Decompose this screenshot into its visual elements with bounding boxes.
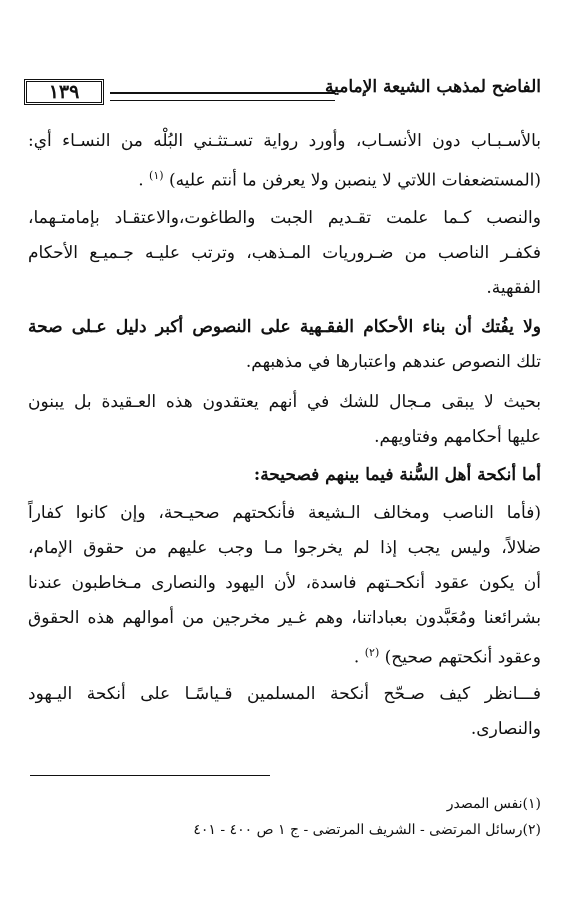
section-heading: أما أنكحة أهل السُّنة فيما بينهم فصحيحة: <box>253 465 541 485</box>
footnote-marker: (٢) <box>364 646 380 659</box>
header-rule <box>110 92 335 94</box>
body-line: بشرائعنا ومُعَبَّدون بعباداتنا، وهم غـير مخرجين من أموالهم هذه الحقوق <box>28 608 541 628</box>
body-line: فكفـر الناصب من ضـروريات المـذهب، وترتب عليـه جـميـع الأحكام <box>28 243 541 263</box>
footnote-marker: (١) <box>149 169 164 182</box>
footnote: (١)نفس المصدر <box>446 796 541 812</box>
body-line: الفقهية. <box>486 278 541 298</box>
body-line: تلك النصوص عندهم واعتبارها في مذهبهم. <box>245 352 541 372</box>
running-header-title: الفاضح لمذهب الشيعة الإمامية <box>324 77 541 97</box>
body-line: فـــانظر كيف صـحّح أنكحة المسلمين قـياسًـا على أنكحة اليـهود <box>28 684 541 704</box>
body-line: ضلالاً، وليس يجب إذا لم يخرجوا مـا وجب عليهم من حقوق الإمام، <box>28 538 541 558</box>
footnote: (٢)رسائل المرتضى - الشريف المرتضى - ج ١ ص ٤٠٠ - ٤٠١ <box>193 822 541 838</box>
page-number: ١٣٩ <box>24 79 104 105</box>
body-line: ولا يفُتك أن بناء الأحكام الفقـهية على النصوص أكبر دليل عـلى صحة <box>28 317 542 337</box>
body-line: بحيث لا يبقى مـجال للشك في أنهم يعتقدون هذه العـقيدة بل يبنون <box>28 392 541 412</box>
body-line: أن يكون عقود أنكحـتهم فاسدة، لأن اليهود والنصارى مـخاطبون عندنا <box>28 573 541 593</box>
body-line: (فأما الناصب ومخالف الـشيعة فأنكحتهم صحيـحة، وإن كانوا كفاراً <box>28 503 541 523</box>
body-line: والنصب كـما علمت تقـديم الجبت والطاغوت،والاعتقـاد بإمامتـهما، <box>28 208 541 228</box>
body-line: والنصارى. <box>470 719 541 739</box>
body-line: بالأسـبـاب دون الأنسـاب، وأورد رواية تسـتثـني البُلْه من النسـاء أي: <box>28 131 541 151</box>
body-line: وعقود أنكحتهم صحيح) $^{(٢)}$ . <box>353 646 541 668</box>
body-line: عليها أحكامهم وفتاويهم. <box>374 427 541 447</box>
footnote-separator <box>30 775 270 776</box>
header-rule-thin <box>110 100 335 101</box>
body-line: (المستضعفات اللاتي لا ينصبن ولا يعرفن ما أنتم عليه) $^{(١)}$ . <box>138 169 541 191</box>
